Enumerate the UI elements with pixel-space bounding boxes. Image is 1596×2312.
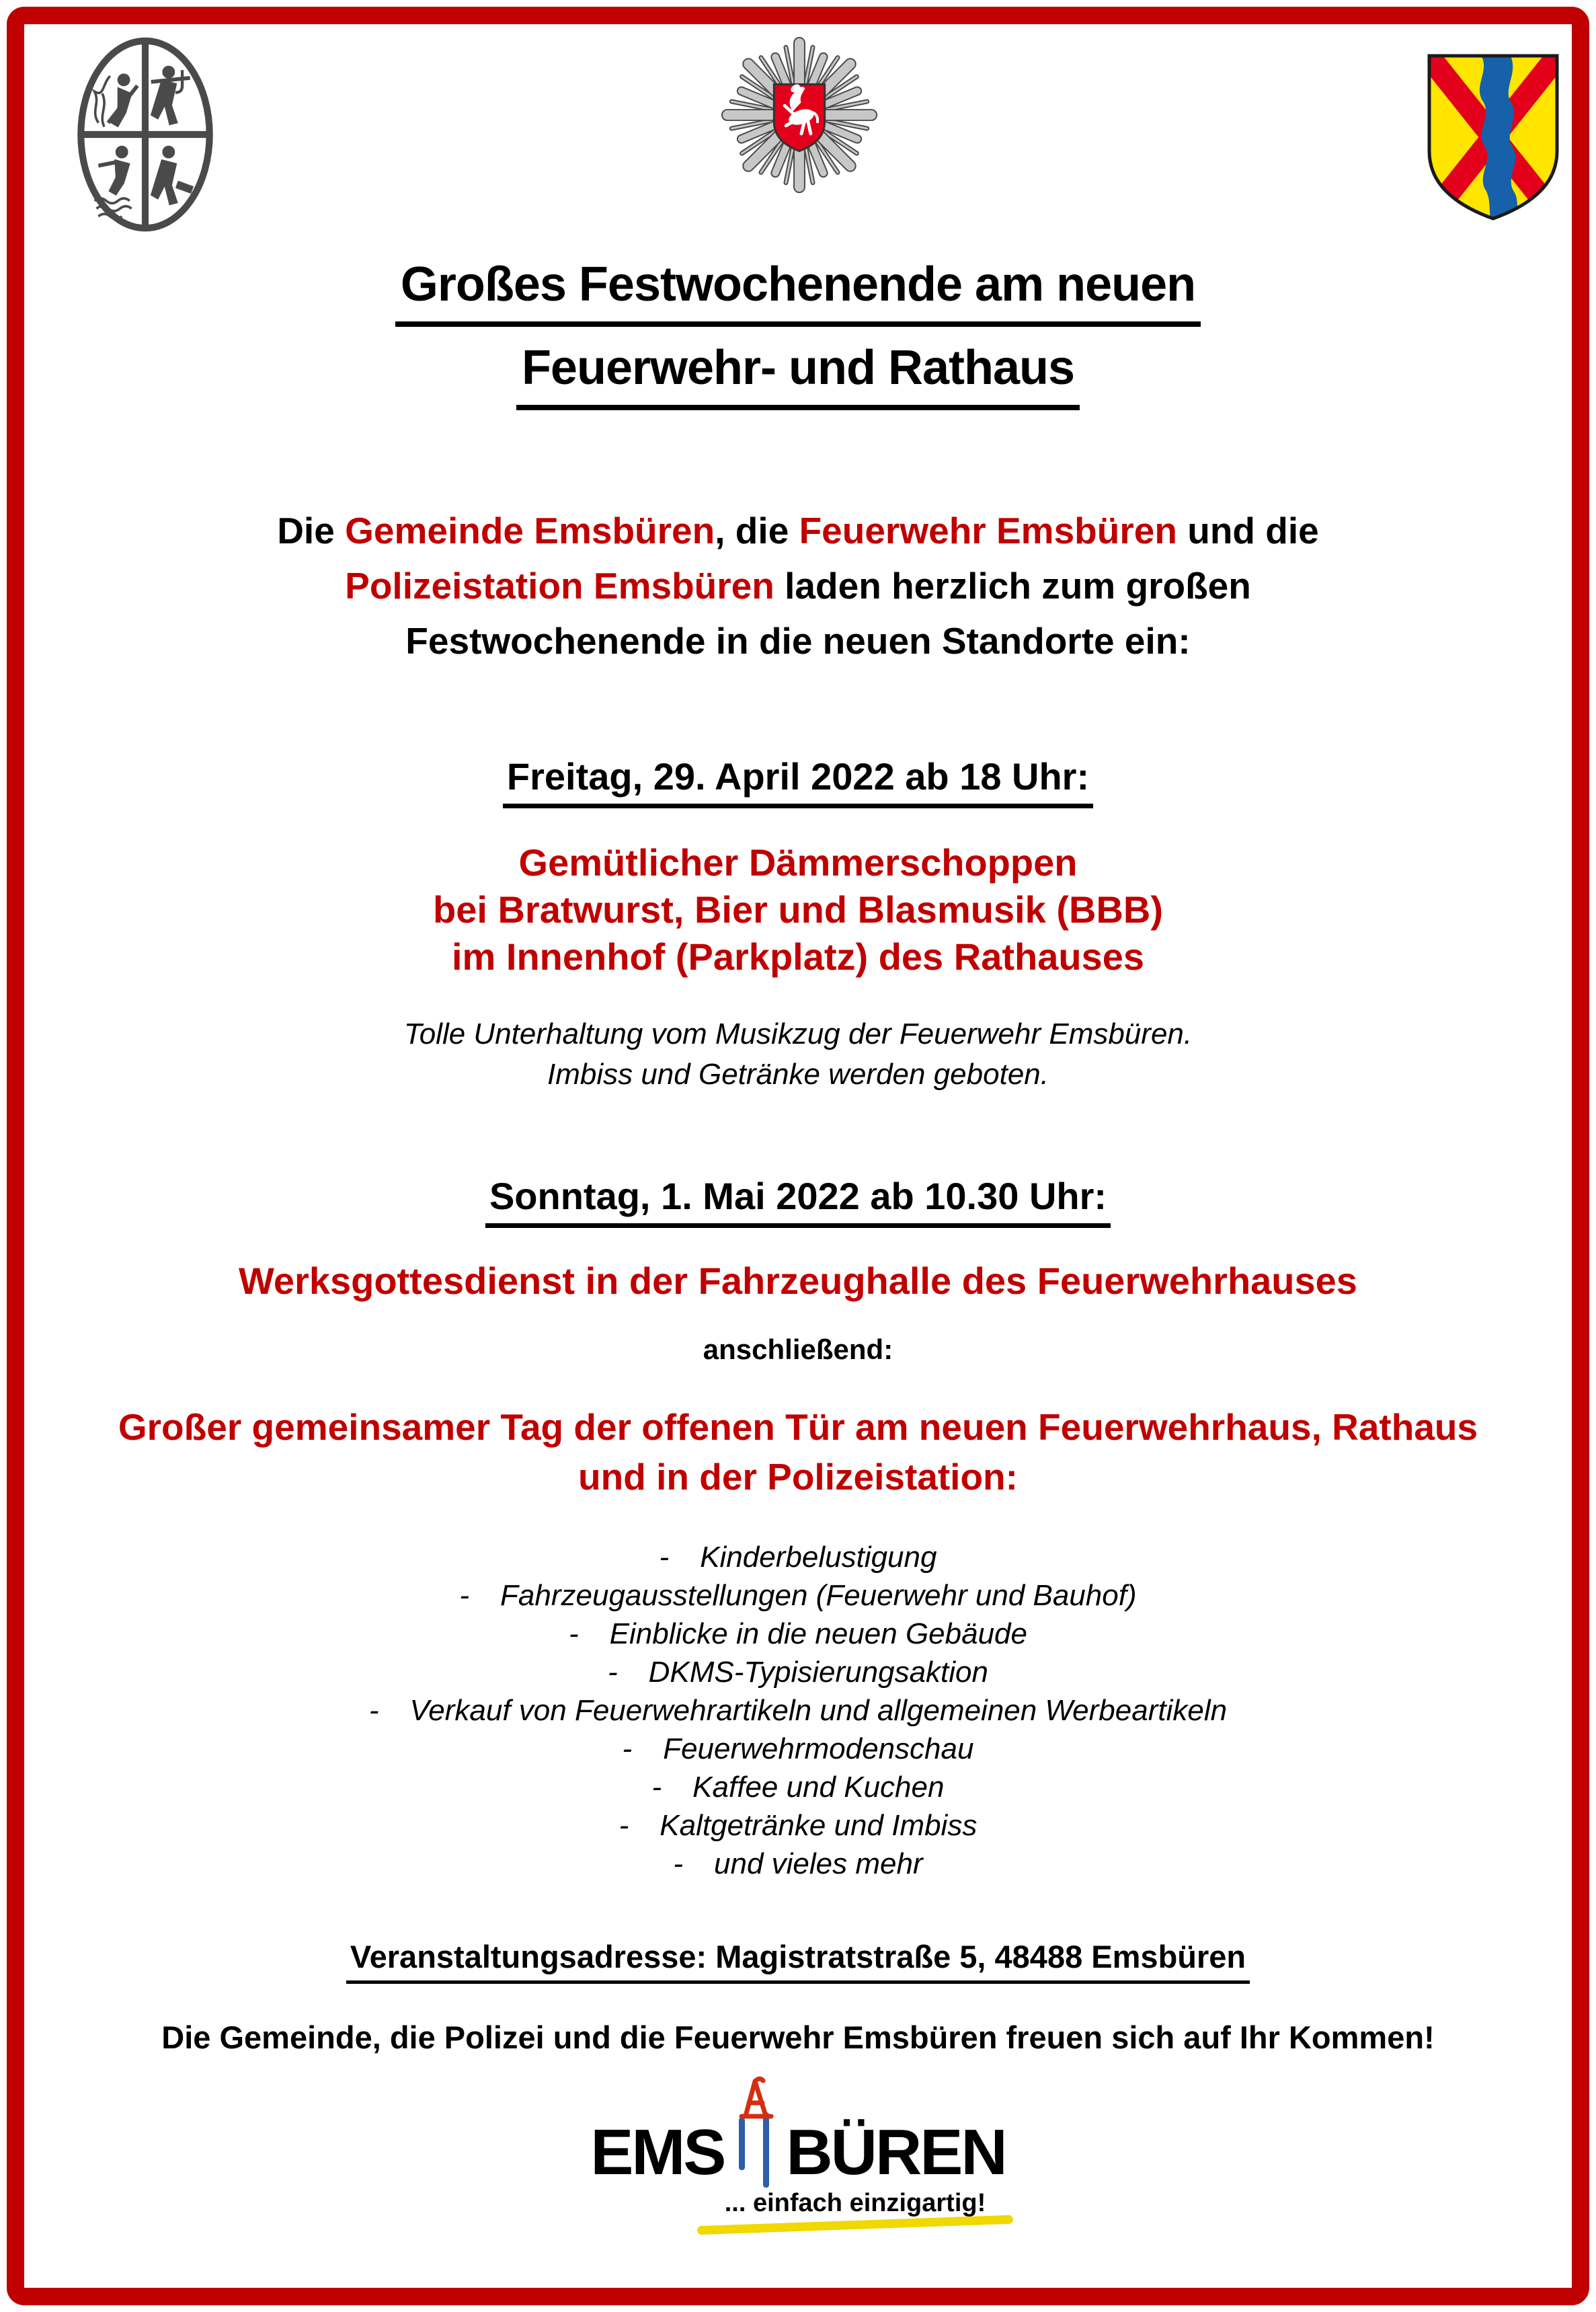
friday-line1: Gemütlicher Dämmerschoppen xyxy=(518,841,1078,884)
list-item: - Feuerwehrmodenschau xyxy=(0,1730,1596,1768)
page-title-line1 xyxy=(0,254,1596,327)
bullet-dash: - xyxy=(619,1809,629,1842)
page-title-line2-text: Feuerwehr- und Rathaus xyxy=(516,338,1080,410)
bullet-dash: - xyxy=(622,1732,633,1765)
list-item: - Kaltgetränke und Imbiss xyxy=(0,1806,1596,1845)
logo-tagline-row xyxy=(57,2189,1596,2229)
page-title-line2 xyxy=(0,338,1596,410)
bullet-dash: - xyxy=(368,1694,379,1727)
friday-program xyxy=(0,839,1596,980)
bullet-dash: - xyxy=(651,1771,662,1804)
emsbueren-logo-wordmark xyxy=(0,2075,1596,2188)
church-tower-icon xyxy=(728,2075,782,2202)
open-day-heading xyxy=(0,1402,1596,1502)
bullet-dash: - xyxy=(568,1617,579,1650)
sunday-heading: Sonntag, 1. Mai 2022 ab 10.30 Uhr: xyxy=(0,1174,1596,1228)
intro-paragraph xyxy=(0,503,1596,668)
yellow-swoosh xyxy=(697,2215,1013,2235)
friday-notes xyxy=(0,1014,1596,1095)
intro-line1: Die Gemeinde Emsbüren, die Feuerwehr Emsbüren und die xyxy=(277,510,1319,551)
list-item: - Fahrzeugausstellungen (Feuerwehr und Bauhof) xyxy=(0,1576,1596,1615)
bullet-dash: - xyxy=(659,1541,670,1574)
emsbueren-logo xyxy=(0,2075,1596,2229)
list-item: - Kinderbelustigung xyxy=(0,1538,1596,1576)
list-item: - DKMS-Typisierungsaktion xyxy=(0,1653,1596,1691)
bullet-dash: - xyxy=(673,1847,684,1880)
intro-line2: Polizeistation Emsbüren laden herzlich zum großen xyxy=(345,565,1251,607)
bullet-dash: - xyxy=(459,1579,470,1612)
friday-line3: im Innenhof (Parkplatz) des Rathauses xyxy=(452,935,1144,978)
friday-line2: bei Bratwurst, Bier und Blasmusik (BBB) xyxy=(433,888,1163,931)
list-item: - Einblicke in die neuen Gebäude xyxy=(0,1615,1596,1653)
bullet-dash: - xyxy=(607,1656,618,1689)
logo-tagline: ... einfach einzigartig! xyxy=(724,2189,986,2217)
list-item: - Kaffee und Kuchen xyxy=(0,1768,1596,1806)
open-day-line1: Großer gemeinsamer Tag der offenen Tür am neuen Feuerwehrhaus, Rathaus xyxy=(118,1406,1478,1448)
sunday-service: Werksgottesdienst in der Fahrzeughalle des Feuerwehrhauses xyxy=(239,1260,1357,1302)
friday-heading: Freitag, 29. April 2022 ab 18 Uhr: xyxy=(0,755,1596,808)
list-item: - und vieles mehr xyxy=(0,1845,1596,1883)
open-day-line2: und in der Polizeistation: xyxy=(578,1456,1018,1498)
closing-line: Die Gemeinde, die Polizei und die Feuerwehr Emsbüren freuen sich auf Ihr Kommen! xyxy=(161,2019,1435,2055)
logo-text-ems: EMS xyxy=(590,2116,725,2188)
friday-note1: Tolle Unterhaltung vom Musikzug der Feuerwehr Emsbüren. xyxy=(403,1017,1193,1050)
page-title-line1-text: Großes Festwochenende am neuen xyxy=(395,254,1201,327)
venue-address: Veranstaltungsadresse: Magistratstraße 5, 48488 Emsbüren xyxy=(0,1938,1596,1984)
intro-line3: Festwochenende in die neuen Standorte ein: xyxy=(405,620,1191,662)
list-item: - Verkauf von Feuerwehrartikeln und allgemeinen Werbeartikeln xyxy=(0,1691,1596,1730)
activities-list xyxy=(0,1538,1596,1883)
logo-text-bueren: BÜREN xyxy=(786,2116,1006,2188)
friday-note2: Imbiss und Getränke werden geboten. xyxy=(547,1058,1049,1091)
sunday-then: anschließend: xyxy=(703,1334,893,1365)
